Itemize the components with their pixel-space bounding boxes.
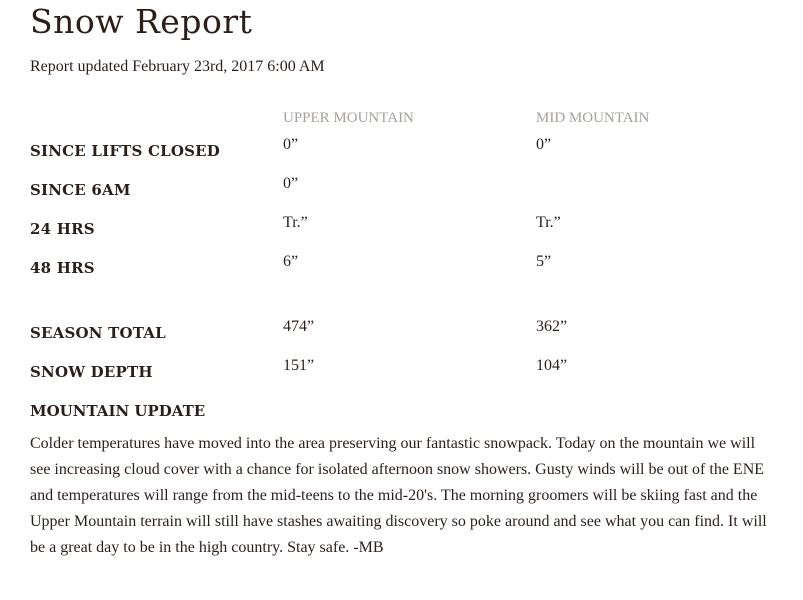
upper-mountain-value: 6” xyxy=(283,253,299,270)
upper-mountain-value: Tr.” xyxy=(283,214,308,231)
mid-mountain-value: 5” xyxy=(536,253,552,270)
table-row-48-hrs xyxy=(30,253,780,277)
upper-mountain-value: 0” xyxy=(283,175,299,192)
column-header-mid-mountain: MID MOUNTAIN xyxy=(536,110,650,126)
row-label: SINCE LIFTS CLOSED xyxy=(30,142,221,160)
upper-mountain-value: 0” xyxy=(283,136,299,153)
mountain-update-body: Colder temperatures have moved into the area preserving our fantastic snowpack. Today on the mountain we will see increasing cloud cover with a chance for isolated afternoon snow showers. Gusty winds will be out of the ENE and temperatures will range from the mid-teens to the mid-20's. The morning groomers will be skiing fast and the Upper Mountain terrain will still have stashes awaiting discovery so poke around and see what you can find. It will be a great day to be in the high country. Stay safe. -MB xyxy=(30,435,767,556)
mid-mountain-value: 362” xyxy=(536,318,568,335)
row-label: 24 HRS xyxy=(30,220,95,238)
upper-mountain-value: 474” xyxy=(283,318,315,335)
mid-mountain-value: Tr.” xyxy=(536,214,561,231)
report-updated-timestamp: Report updated February 23rd, 2017 6:00 AM xyxy=(30,58,325,75)
table-row-since-6am xyxy=(30,175,780,199)
row-label: SNOW DEPTH xyxy=(30,363,153,381)
row-label: SINCE 6AM xyxy=(30,181,131,199)
row-label: 48 HRS xyxy=(30,259,95,277)
table-row-season-total xyxy=(30,318,780,342)
mid-mountain-value: 0” xyxy=(536,136,552,153)
table-row-snow-depth xyxy=(30,357,780,381)
table-row-since-lifts-closed xyxy=(30,136,780,160)
page-title: Snow Report xyxy=(30,2,253,41)
mountain-update-heading: MOUNTAIN UPDATE xyxy=(30,402,206,420)
column-header-upper-mountain: UPPER MOUNTAIN xyxy=(283,110,414,126)
upper-mountain-value: 151” xyxy=(283,357,315,374)
mid-mountain-value: 104” xyxy=(536,357,568,374)
table-row-24-hrs xyxy=(30,214,780,238)
row-label: SEASON TOTAL xyxy=(30,324,166,342)
